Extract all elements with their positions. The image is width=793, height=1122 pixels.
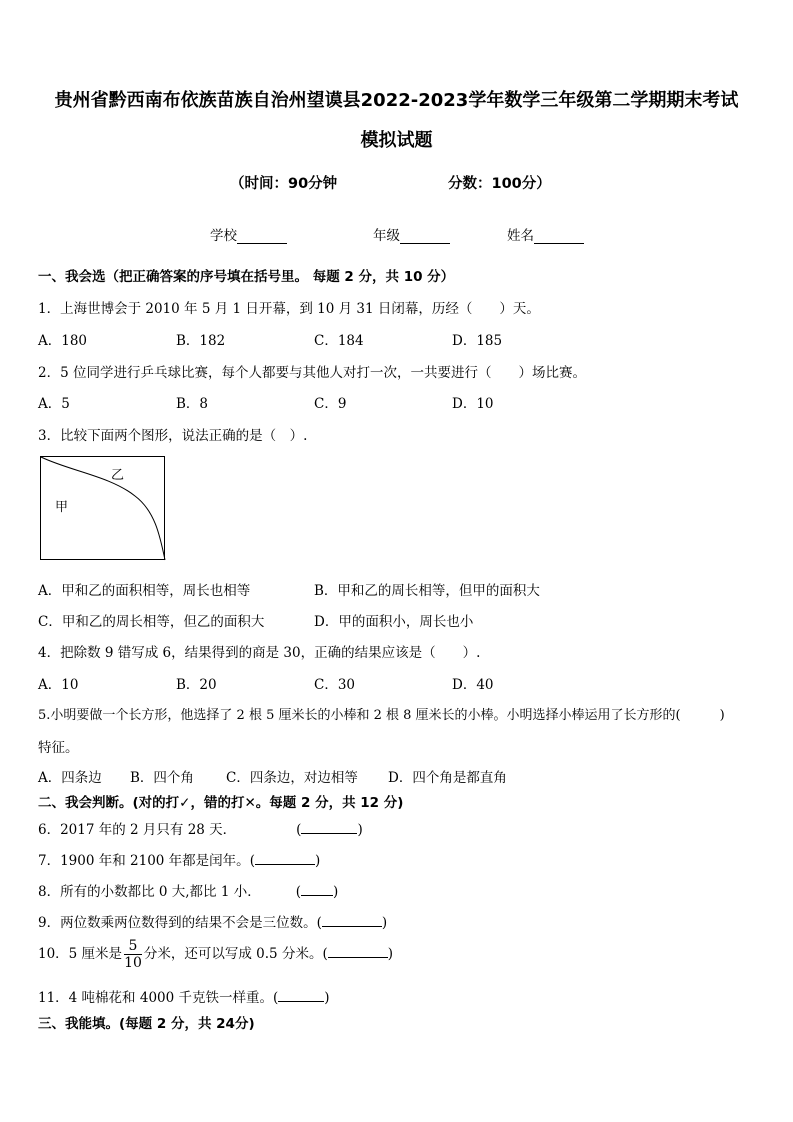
question-6: 6．2017 年的 2 月只有 28 天． ( ) <box>38 822 363 838</box>
q5-option-c[interactable]: C．四条边，对边相等 <box>226 770 358 786</box>
q6-answer-blank[interactable] <box>301 820 357 834</box>
q2-option-d[interactable]: D．10 <box>452 396 494 412</box>
q10-fraction-denominator: 10 <box>124 955 142 971</box>
question-10-text-pre: 10．5 厘米是 <box>38 946 123 962</box>
exam-time: （时间：90分钟 <box>230 176 338 192</box>
school-blank[interactable] <box>237 229 287 244</box>
question-10-text-post: 分米，还可以写成 0.5 分米。 <box>143 946 323 962</box>
q3-option-c[interactable]: C．甲和乙的周长相等，但乙的面积大 <box>38 614 265 630</box>
name-field[interactable] <box>507 224 584 244</box>
section3-heading: 三、我能填。(每题 2 分，共 24分) <box>38 1016 255 1032</box>
q3-label-yi: 乙 <box>111 468 125 483</box>
question-8: 8．所有的小数都比 0 大,都比 1 小． ( ) <box>38 884 339 900</box>
q10-fraction <box>124 938 142 971</box>
q4-option-b[interactable]: B．20 <box>176 677 217 693</box>
question-2: 2．5 位同学进行乒乓球比赛，每个人都要与其他人对打一次，一共要进行（ ）场比赛。 <box>38 365 586 381</box>
name-label: 姓名 <box>507 228 534 244</box>
question-7: 7．1900 年和 2100 年都是闰年。( ) <box>38 853 321 869</box>
q9-answer-blank[interactable] <box>322 913 382 927</box>
q1-option-b[interactable]: B．182 <box>176 333 226 349</box>
question-5: 5.小明要做一个长方形，他选择了 2 根 5 厘米长的小棒和 2 根 8 厘米长的小棒。小明选择小棒运用了长方形的( ) <box>38 708 725 723</box>
q1-option-d[interactable]: D．185 <box>452 333 503 349</box>
question-3: 3．比较下面两个图形，说法正确的是（ ）. <box>38 428 308 444</box>
q3-option-a[interactable]: A．甲和乙的面积相等，周长也相等 <box>38 583 251 599</box>
name-blank[interactable] <box>534 229 584 244</box>
question-11: 11．4 吨棉花和 4000 千克铁一样重。( ) <box>38 990 330 1006</box>
question-9: 9．两位数乘两位数得到的结果不会是三位数。( ) <box>38 915 388 931</box>
q2-option-a[interactable]: A．5 <box>38 396 70 412</box>
q2-option-c[interactable]: C．9 <box>314 396 347 412</box>
question-11-text: 11．4 吨棉花和 4000 千克铁一样重。 <box>38 990 273 1006</box>
section1-heading: 一、我会选（把正确答案的序号填在括号里。 每题 2 分，共 10 分） <box>38 269 455 285</box>
exam-title-line2: 模拟试题 <box>360 130 433 151</box>
exam-score: 分数：100分） <box>448 176 551 192</box>
q7-answer-blank[interactable] <box>255 851 315 865</box>
q3-option-d[interactable]: D．甲的面积小，周长也小 <box>314 614 474 630</box>
q4-option-a[interactable]: A．10 <box>38 677 79 693</box>
grade-blank[interactable] <box>400 229 450 244</box>
school-field[interactable] <box>210 224 287 244</box>
section2-heading: 二、我会判断。(对的打✓，错的打✕。每题 2 分，共 12 分) <box>38 795 404 811</box>
question-7-text: 7．1900 年和 2100 年都是闰年。 <box>38 853 250 869</box>
q8-answer-blank[interactable] <box>301 882 333 896</box>
question-6-text: 6．2017 年的 2 月只有 28 天． <box>38 822 237 838</box>
q10-fraction-numerator: 5 <box>124 938 142 955</box>
question-5-cont: 特征。 <box>38 740 79 756</box>
question-10: 10．5 厘米是 $\frac{5}{10}$ 分米，还可以写成 0.5 分米。( ) <box>38 938 394 971</box>
q10-answer-blank[interactable] <box>328 944 388 958</box>
question-9-text: 9．两位数乘两位数得到的结果不会是三位数。 <box>38 915 317 931</box>
q3-option-b[interactable]: B．甲和乙的周长相等，但甲的面积大 <box>314 583 540 599</box>
q1-option-a[interactable]: A．180 <box>38 333 88 349</box>
q11-answer-blank[interactable] <box>278 988 324 1002</box>
question-8-text: 8．所有的小数都比 0 大,都比 1 小． <box>38 884 261 900</box>
q5-option-b[interactable]: B．四个角 <box>130 770 194 786</box>
q5-option-a[interactable]: A．四条边 <box>38 770 102 786</box>
school-label: 学校 <box>210 228 237 244</box>
q3-label-jia: 甲 <box>55 500 69 515</box>
q2-option-b[interactable]: B．8 <box>176 396 209 412</box>
question-4: 4．把除数 9 错写成 6，结果得到的商是 30，正确的结果应该是（ ）. <box>38 645 481 661</box>
grade-label: 年级 <box>373 228 400 244</box>
exam-title-line1: 贵州省黔西南布依族苗族自治州望谟县2022-2023学年数学三年级第二学期期末考试 <box>54 90 739 111</box>
q1-option-c[interactable]: C．184 <box>314 333 364 349</box>
q4-option-d[interactable]: D．40 <box>452 677 494 693</box>
grade-field[interactable] <box>373 224 450 244</box>
q5-option-d[interactable]: D．四个角是都直角 <box>388 770 507 786</box>
question-1: 1．上海世博会于 2010 年 5 月 1 日开幕，到 10 月 31 日闭幕，历经（ ）天。 <box>38 301 540 317</box>
q4-option-c[interactable]: C．30 <box>314 677 356 693</box>
